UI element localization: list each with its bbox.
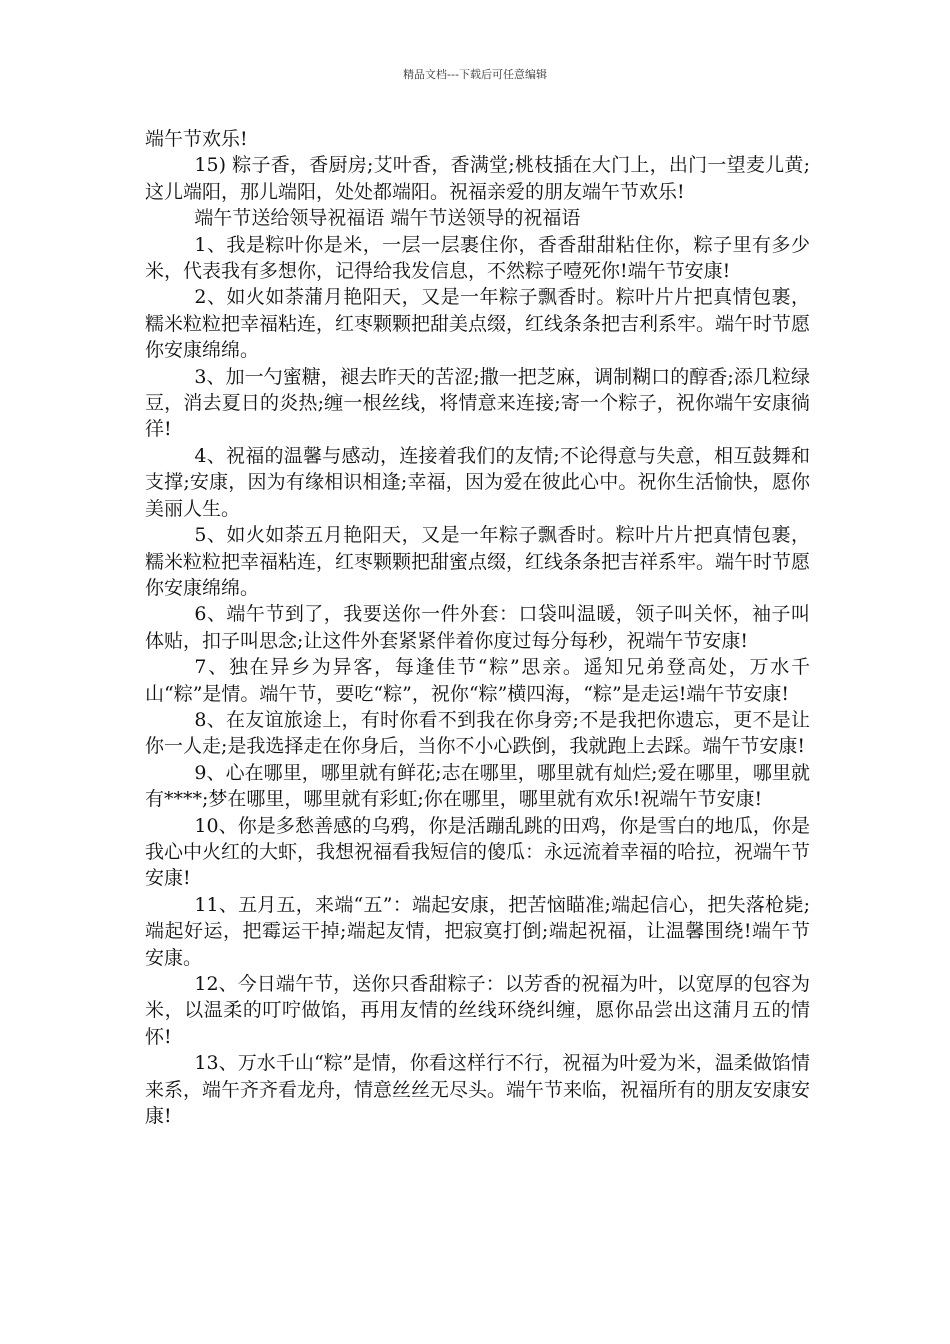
paragraph: 9、心在哪里，哪里就有鲜花;志在哪里，哪里就有灿烂;爱在哪里，哪里就有****;梦在哪里，哪里就有彩虹;你在哪里，哪里就有欢乐!祝端午节安康! <box>145 761 810 811</box>
paragraph: 8、在友谊旅途上，有时你看不到我在你身旁;不是我把你遗忘，更不是让你一人走;是我选择走在你身后，当你不小心跌倒，我就跑上去踩。端午节安康! <box>145 708 810 758</box>
paragraph: 2、如火如荼蒲月艳阳天，又是一年粽子飘香时。粽叶片片把真情包裹，糯米粒粒把幸福粘连，红枣颗颗把甜美点缀，红线条条把吉利系牢。端午时节愿你安康绵绵。 <box>145 286 811 362</box>
paragraph: 4、祝福的温馨与感动，连接着我们的友情;不论得意与失意，相互鼓舞和支撑;安康，因为有缘相识相逢;幸福，因为爱在彼此心中。祝你生活愉快，愿你美丽人生。 <box>145 444 810 520</box>
paragraph: 6、端午节到了，我要送你一件外套：口袋叫温暖，领子叫关怀，袖子叫体贴，扣子叫思念;让这件外套紧紧伴着你度过每分每秒，祝端午节安康! <box>145 603 810 652</box>
paragraph: 3、加一勺蜜糖，褪去昨天的苦涩;撒一把芝麻，调制糊口的醇香;添几粒绿豆，消去夏日的炎热;缠一根丝线，将情意来连接;寄一个粽子，祝你端午安康徜徉! <box>145 365 810 441</box>
paragraph: 15) 粽子香，香厨房;艾叶香，香满堂;桃枝插在大门上，出门一望麦儿黄;这儿端阳，那儿端阳，处处都端阳。祝福亲爱的朋友端午节欢乐! <box>145 154 810 203</box>
paragraph: 10、你是多愁善感的乌鸦，你是活蹦乱跳的田鸡，你是雪白的地瓜，你是我心中火红的大虾，我想祝福看我短信的傻瓜：永远流着幸福的哈拉，祝端午节安康! <box>145 814 811 890</box>
paragraph: 端午节欢乐! <box>145 128 248 150</box>
paragraph: 12、今日端午节，送你只香甜粽子：以芳香的祝福为叶，以宽厚的包容为米，以温柔的叮咛做馅，再用友情的丝线环绕纠缠，愿你品尝出这蒲月五的情怀! <box>145 973 810 1048</box>
paragraph: 11、五月五，来端“五”：端起安康，把苦恼瞄准;端起信心，把失落枪毙;端起好运，把霉运干掉;端起友情，把寂寞打倒;端起祝福，让温馨围绕!端午节安康。 <box>145 893 810 969</box>
paragraph: 1、我是粽叶你是米，一层一层裹住你，香香甜甜粘住你，粽子里有多少米，代表我有多想你，记得给我发信息，不然粽子噎死你!端午节安康! <box>145 233 810 283</box>
page-header: 精品文档---下载后可任意编辑 <box>403 68 547 81</box>
section-heading: 端午节送给领导祝福语 端午节送领导的祝福语 <box>194 207 581 230</box>
paragraph: 13、万水千山“粽”是情，你看这样行不行，祝福为叶爱为米，温柔做馅情来系，端午齐齐看龙舟，情意丝丝无尽头。端午节来临，祝福所有的朋友安康安康! <box>145 1052 811 1128</box>
document-body <box>145 126 810 1129</box>
paragraph: 5、如火如荼五月艳阳天，又是一年粽子飘香时。粽叶片片把真情包裹，糯米粒粒把幸福粘连，红枣颗颗把甜蜜点缀，红线条条把吉祥系牢。端午时节愿你安康绵绵。 <box>145 524 811 599</box>
paragraph: 7、独在异乡为异客，每逢佳节“粽”思亲。遥知兄弟登高处，万水千山“粽”是情。端午节，要吃“粽”，祝你“粽”横四海，“粽”是走运!端午节安康! <box>145 656 810 705</box>
